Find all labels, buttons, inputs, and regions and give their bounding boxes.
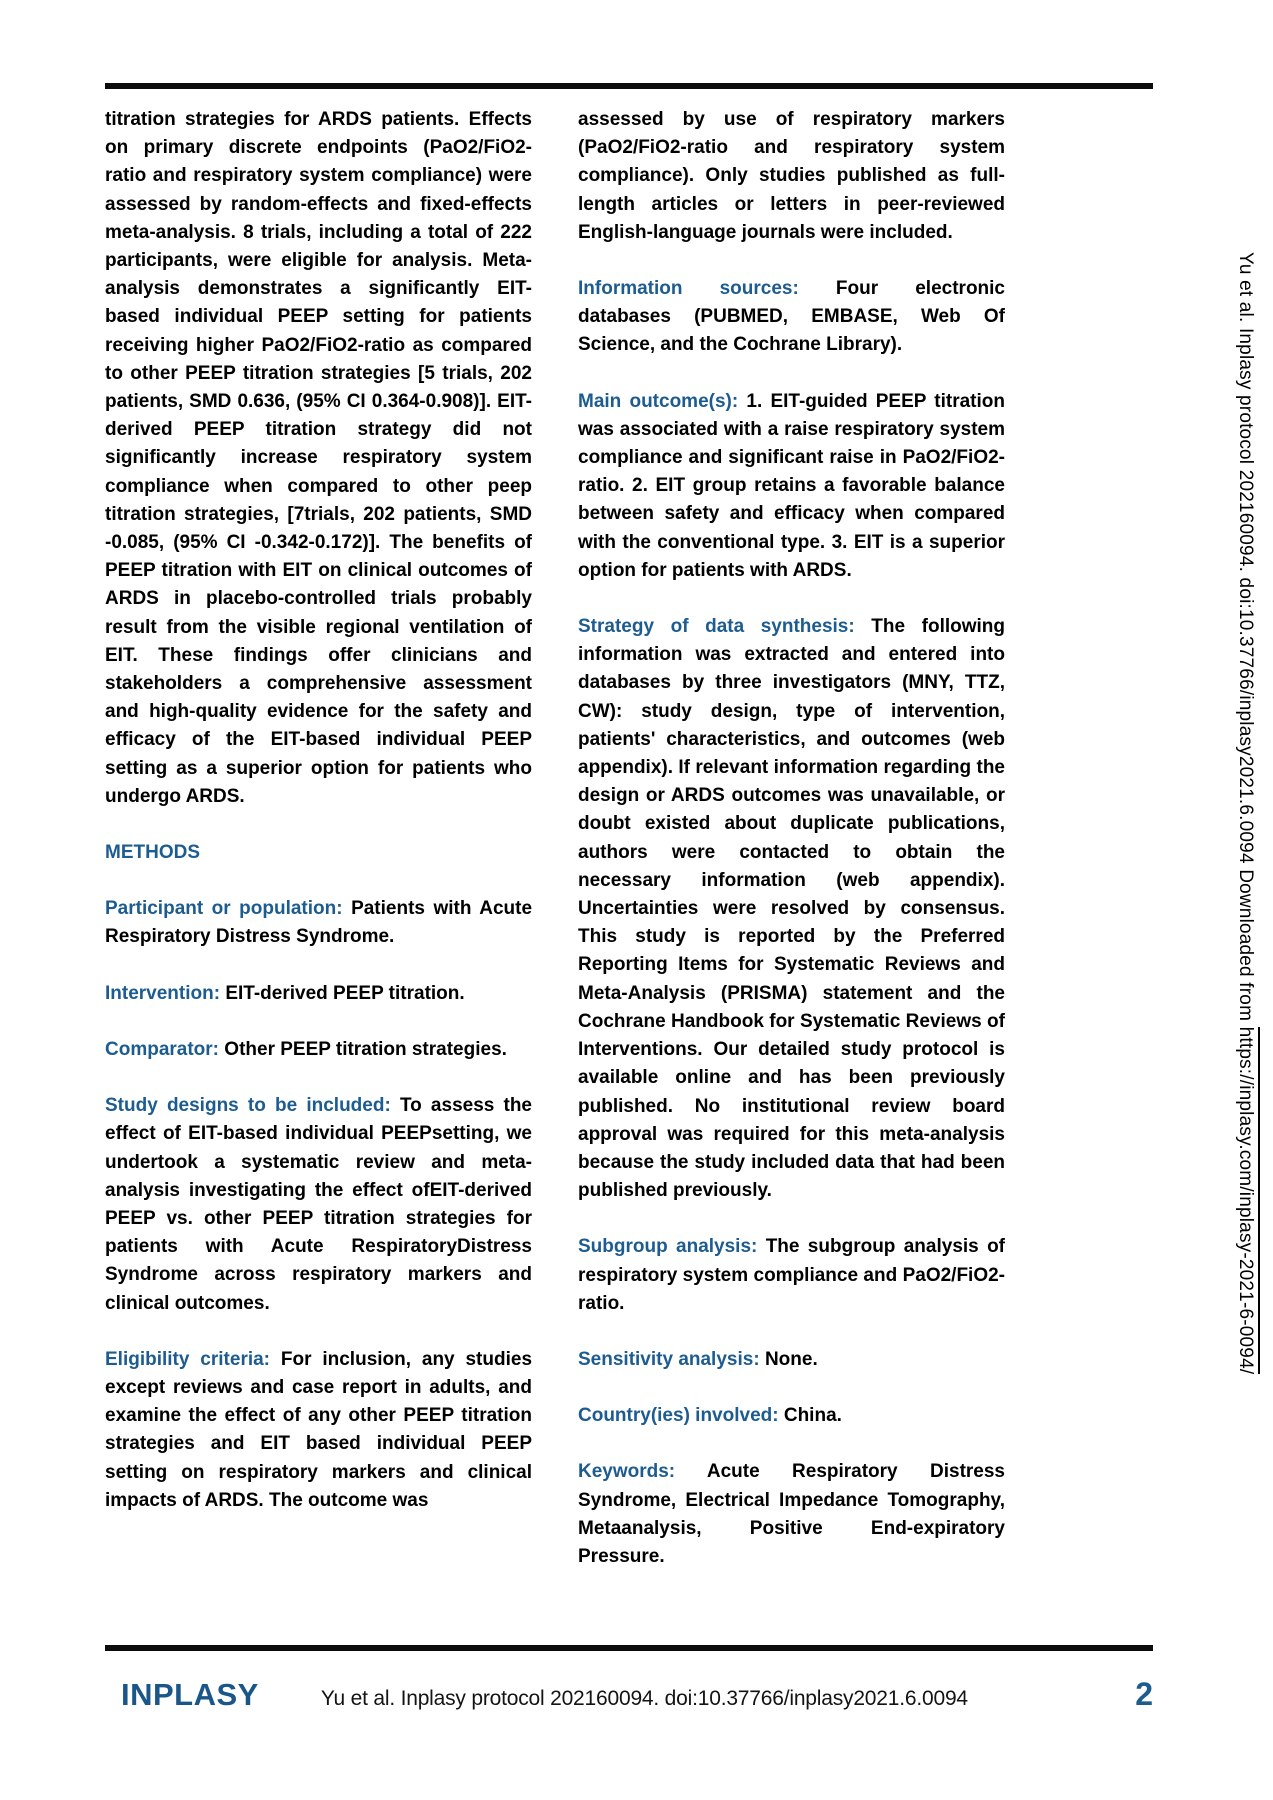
section-participant bbox=[105, 895, 532, 951]
sidebar-download-link[interactable]: https://inplasy.com/inplasy-2021-6-0094/ bbox=[1235, 1027, 1260, 1375]
section-label: Comparator: bbox=[105, 1038, 220, 1060]
section-sensitivity-analysis bbox=[578, 1346, 1005, 1374]
bottom-rule bbox=[105, 1645, 1153, 1651]
sidebar-citation-text: Yu et al. Inplasy protocol 202160094. doi:10.37766/inplasy2021.6.0094 Downloaded from bbox=[1235, 252, 1256, 1027]
section-strategy-of-data-synthesis bbox=[578, 613, 1005, 1205]
section-information-sources bbox=[578, 275, 1005, 360]
section-text: EIT-derived PEEP titration. bbox=[225, 982, 465, 1004]
top-rule bbox=[105, 83, 1153, 89]
section-label: Keywords: bbox=[578, 1461, 676, 1483]
section-main-outcomes bbox=[578, 388, 1005, 585]
section-text: Other PEEP titration strategies. bbox=[224, 1038, 507, 1060]
section-label: Eligibility criteria: bbox=[105, 1348, 271, 1370]
sidebar-rotated-citation bbox=[1234, 252, 1256, 1374]
section-label: Participant or population: bbox=[105, 898, 343, 920]
section-text: None. bbox=[764, 1348, 818, 1370]
section-keywords bbox=[578, 1458, 1005, 1571]
section-text: The following information was extracted and entered into databases by three investigators (MNY, TTZ, CW): study design, type of intervention, patients' characteristics, and outcomes (web appendix). If relevant information regarding the design or ARDS outcomes was unavailable, or doubt existed about duplicate publications, authors were contacted to obtain the necessary information (web appendix). Uncertainties were resolved by consensus. This study is reported by the Preferred Reporting Items for Systematic Reviews and Meta-Analysis (PRISMA) statement and the Cochrane Handbook for Systematic Reviews of Interventions. Our detailed study protocol is available online and has been previously published. No institutional review board approval was required for this meta-analysis because the study included data that had been published previously. bbox=[578, 616, 1006, 1202]
section-label: Subgroup analysis: bbox=[578, 1236, 758, 1258]
section-text: The subgroup analysis of respiratory system compliance and PaO2/FiO2-ratio. bbox=[578, 1236, 1005, 1314]
methods-heading: METHODS bbox=[105, 842, 200, 864]
section-label: Information sources: bbox=[578, 278, 799, 300]
continuation-paragraph: titration strategies for ARDS patients. Effects on primary discrete endpoints (PaO2/FiO2-ratio and respiratory system compliance) were assessed by random-effects and fixed-effects meta-analysis. 8 trials, including a total of 222 participants, were eligible for analysis. Meta-analysis demonstrates a significantly EIT-based individual PEEP setting for patients receiving higher PaO2/FiO2-ratio as compared to other PEEP titration strategies [5 trials, 202 patients, SMD 0.636, (95% CI 0.364-0.908)]. EIT-derived PEEP titration strategy did not significantly increase respiratory system compliance when compared to other peep titration strategies, [7trials, 202 patients, SMD -0.085, (95% CI -0.342-0.172)]. The benefits of PEEP titration with EIT on clinical outcomes of ARDS in placebo-controlled trials probably result from the visible regional ventilation of EIT. These findings offer clinicians and stakeholders a comprehensive assessment and high-quality evidence for the safety and efficacy of the EIT-based individual PEEP setting as a superior option for patients who undergo ARDS. bbox=[105, 109, 532, 807]
section-text: To assess the effect of EIT-based individual PEEPsetting, we undertook a systematic review and meta-analysis investigating the effect ofEIT-derived PEEP vs. other PEEP titration strategies for patients with Acute RespiratoryDistress Syndrome across respiratory markers and clinical outcomes. bbox=[105, 1095, 533, 1314]
section-label: Study designs to be included: bbox=[105, 1095, 391, 1117]
section-text: 1. EIT-guided PEEP titration was associated with a raise respiratory system compliance and significant raise in PaO2/FiO2-ratio. 2. EIT group retains a favorable balance between safety and efficacy when compared with the conventional type. 3. EIT is a superior option for patients with ARDS. bbox=[578, 390, 1006, 581]
continuation-paragraph: assessed by use of respiratory markers (PaO2/FiO2-ratio and respiratory system compliance). Only studies published as full-length articles or letters in peer-reviewed English-language journals were included. bbox=[578, 109, 1005, 243]
section-text: Patients with Acute Respiratory Distress Syndrome. bbox=[105, 898, 533, 948]
section-label: Intervention: bbox=[105, 982, 221, 1004]
page-body bbox=[105, 106, 1005, 1571]
section-text: Four electronic databases (PUBMED, EMBASE, Web Of Science, and the Cochrane Library). bbox=[578, 278, 1005, 356]
section-label: Strategy of data synthesis: bbox=[578, 616, 855, 638]
section-label: Sensitivity analysis: bbox=[578, 1348, 760, 1370]
page-number: 2 bbox=[1135, 1676, 1153, 1712]
footer bbox=[105, 1676, 1153, 1713]
section-text: China. bbox=[783, 1405, 842, 1427]
left-column bbox=[105, 106, 532, 1571]
section-label: Main outcome(s): bbox=[578, 390, 739, 412]
footer-citation: Yu et al. Inplasy protocol 202160094. doi:10.37766/inplasy2021.6.0094 bbox=[320, 1687, 968, 1710]
inplasy-logo: INPLASY bbox=[121, 1677, 259, 1712]
section-text: For inclusion, any studies except reviews and case report in adults, and examine the effect of any other PEEP titration strategies and EIT based individual PEEP setting on respiratory markers and clinical impacts of ARDS. The outcome was bbox=[105, 1348, 533, 1511]
right-column bbox=[578, 106, 1005, 1571]
section-intervention bbox=[105, 980, 532, 1008]
section-eligibility-criteria bbox=[105, 1346, 532, 1515]
section-label: Country(ies) involved: bbox=[578, 1405, 779, 1427]
section-study-designs bbox=[105, 1092, 532, 1318]
section-subgroup-analysis bbox=[578, 1233, 1005, 1318]
section-text: Acute Respiratory Distress Syndrome, Electrical Impedance Tomography, Metaanalysis, Positive End-expiratory Pressure. bbox=[578, 1461, 1006, 1567]
section-countries-involved bbox=[578, 1402, 1005, 1430]
section-comparator bbox=[105, 1036, 532, 1064]
